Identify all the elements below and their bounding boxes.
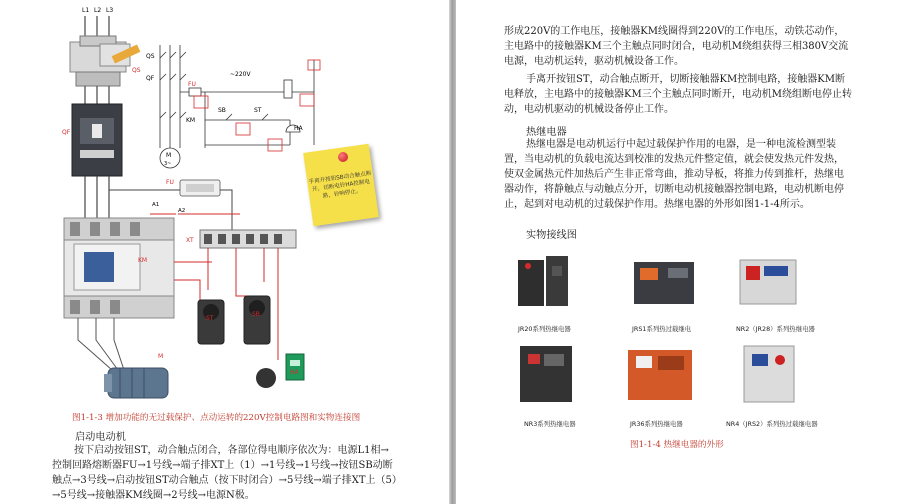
wire-label-l2: L2 xyxy=(94,7,102,14)
paragraph-operation: 形成220V的工作电压，接触器KM线圈得到220V的工作电压，动铁芯动作，主电路中的接触器KM三个主触点同时闭合，电动机M绕组获得三相380V交流电源，电动机运转，驱动机械设备工作。 xyxy=(504,26,849,67)
schem-label-sb: SB xyxy=(218,107,226,114)
schem-label-ha: HA xyxy=(294,125,303,132)
qs-switch-device xyxy=(70,36,140,86)
schematic xyxy=(160,45,314,168)
label-nr4: NR4（JRS2）系列热过载继电器 xyxy=(726,420,818,428)
a2-label: A2 xyxy=(178,208,186,214)
xt-photo-label: XT xyxy=(186,237,194,244)
qf-photo-label: QF xyxy=(62,129,71,136)
wire-label-l3: L3 xyxy=(106,7,114,14)
schem-label-st: ST xyxy=(254,107,262,114)
heading-start-motor: 启动电动机 xyxy=(75,432,126,443)
figure-caption-right: 图1-1-4 热继电器的外形 xyxy=(630,440,724,450)
m-photo-label: M xyxy=(158,353,164,360)
paragraph-release: 手离开按钮ST，动合触点断开，切断接触器KM控制电路，接触器KM断电释放，主电路中的接触器KM三个主触点同时断开，电动机M绕组断电停止转动，电动机驱动的机械设备停止工作。 xyxy=(504,74,852,115)
jr20-relay-image xyxy=(518,256,568,306)
label-nr3: NR3系列热继电器 xyxy=(524,420,576,428)
fu-photo-label: FU xyxy=(166,179,174,186)
km-contactor-device xyxy=(64,218,174,318)
sticky-note-text: 手离开按钮SB动合触点断开，切断电铃HA控制电路，铃响停止。 xyxy=(308,170,372,200)
schem-label-qs: QS xyxy=(146,53,155,60)
a1-label: A1 xyxy=(152,202,160,208)
qf-breaker-device xyxy=(72,104,122,176)
nr2-relay-image xyxy=(740,260,796,304)
sb-photo-label: SB xyxy=(252,311,260,318)
schem-label-km: KM xyxy=(186,117,196,124)
book-spine xyxy=(449,0,456,504)
st-photo-label: ST xyxy=(206,315,214,322)
paragraph-thermal-relay: 热继电器是电动机运行中起过载保护作用的电器，是一种电流检测型装置，当电动机的负载电流达到校准的发热元件整定值，就会使发热元件发热，使双金属热元件加热后产生非正常弯曲，推动导板，将推力传到推杆，热继电器动作，将静触点与动触点分开，切断电动机接触器控制电路，电动机断电停止，起到对电动机的过载保护作用。热继电器的外形如图1-1-4所示。 xyxy=(504,139,844,210)
label-jr36: JR36系列热继电器 xyxy=(630,420,683,428)
schem-label-qf: QF xyxy=(146,75,155,82)
wire-label-l1: L1 xyxy=(82,7,90,14)
heading-photo-diagram: 实物接线图 xyxy=(526,230,577,241)
schem-label-m: M xyxy=(166,152,172,159)
qs-photo-label: QS xyxy=(132,67,141,74)
schem-label-3phase: 3~ xyxy=(164,161,172,167)
motor-device xyxy=(104,368,168,398)
schem-label-fu: FU xyxy=(188,81,196,88)
km-photo-label: KM xyxy=(138,257,148,264)
pushpin-icon xyxy=(338,152,348,162)
label-jrs1: JRS1系列热过载继电 xyxy=(632,325,692,333)
schematic-red-marks xyxy=(194,60,320,151)
relay-products-figure xyxy=(456,246,900,446)
right-page xyxy=(456,0,900,504)
fu-fuse-device xyxy=(180,180,220,196)
figure-caption-left: 图1-1-3 增加功能的无过载保护、点动运转的220V控制电路图和实物连接图 xyxy=(72,413,361,423)
label-jr20: JR20系列热继电器 xyxy=(518,325,571,333)
xt-terminal-block xyxy=(200,230,296,248)
heading-thermal-relay: 热继电器 xyxy=(526,127,567,138)
schem-label-voltage: ~220V xyxy=(230,71,251,78)
wiring-figure xyxy=(0,0,449,420)
paragraph-start-motor: 按下启动按钮ST，动合触点闭合，各部位得电顺序依次为：电源L1相→控制回路熔断器FU→1号线→端子排XT上（1）→1号线→1号线→按钮SB动断触点→3号线→启动按钮ST动合触点（按下时闭合）→5号线→端子排XT上（5）→5号线→接触器KM线圈→2号线→电源N极。 xyxy=(52,445,397,501)
label-nr2: NR2（JR28）系列热继电器 xyxy=(736,325,815,333)
jr36-relay-image xyxy=(628,350,692,400)
jrs1-relay-image xyxy=(634,262,694,304)
motor-wires xyxy=(78,318,124,370)
left-page xyxy=(0,0,449,504)
nr3-relay-image xyxy=(520,346,572,402)
ha-photo-label: HA xyxy=(290,369,299,376)
nr4-relay-image xyxy=(744,346,794,402)
